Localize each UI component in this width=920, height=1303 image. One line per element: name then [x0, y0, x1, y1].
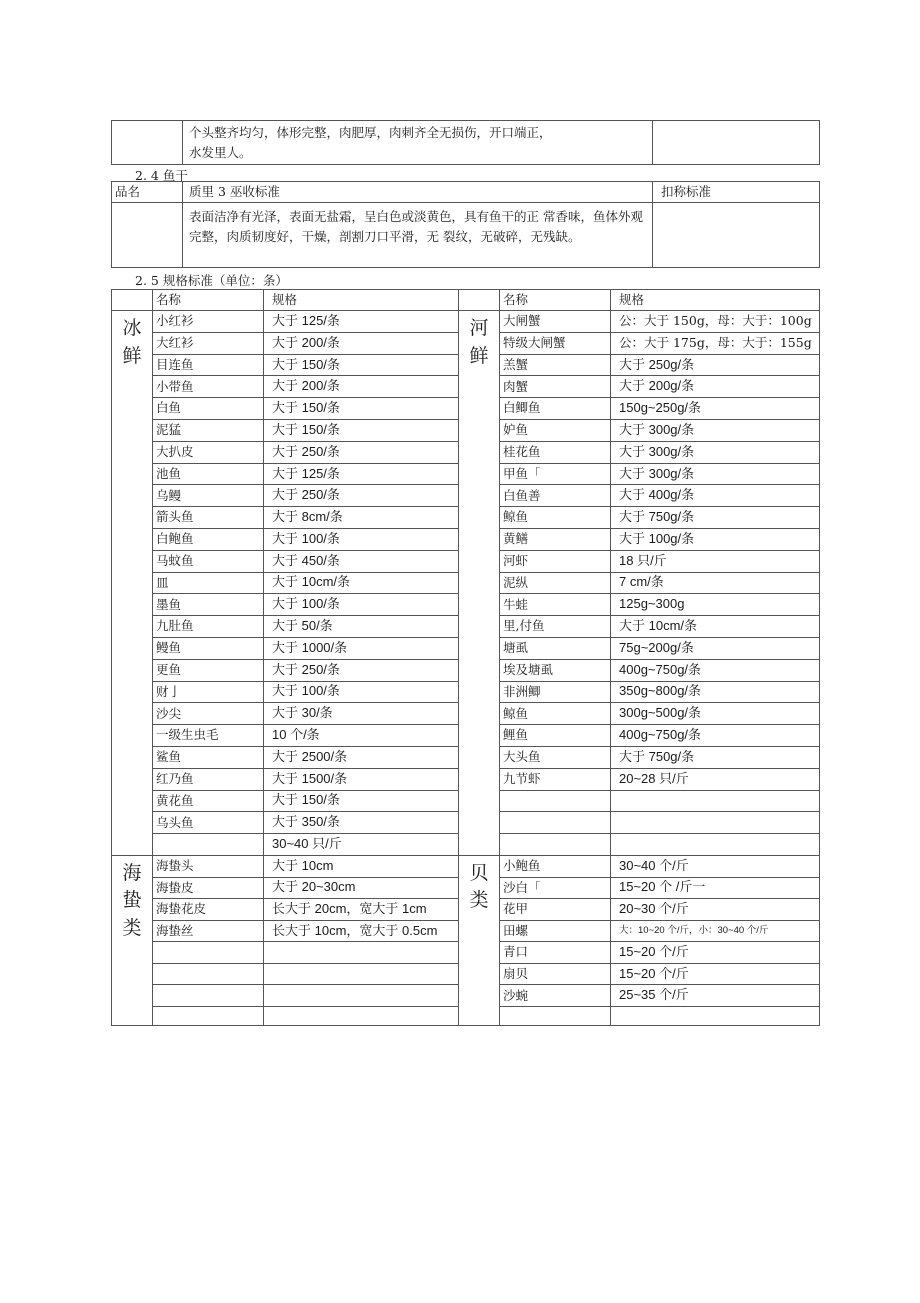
- category-haizhe: [112, 855, 153, 1025]
- fish-spec: 400g~750g/条: [611, 725, 820, 747]
- fish-spec: 大于 250/条: [264, 485, 459, 507]
- fish-spec: 大于 250/条: [264, 441, 459, 463]
- fish-name: 小红衫: [153, 311, 264, 333]
- category-haizhe-char: 海: [122, 861, 142, 884]
- category-beilei-char: 类: [469, 889, 489, 912]
- dried-fish-deduct-cell: [653, 203, 820, 268]
- fish-spec: 大于 125/条: [264, 311, 459, 333]
- spec-header-blank-left: [112, 290, 153, 311]
- fish-name: 泥纵: [500, 572, 611, 594]
- fish-spec: 20~28 只/斤: [611, 768, 820, 790]
- fish-spec: 大于 750g/条: [611, 746, 820, 768]
- fish-name: 田螺: [500, 920, 611, 942]
- fish-spec: [611, 834, 820, 856]
- fish-spec: 大：10~20 个/斤，小：30~40 个/斤: [611, 920, 820, 942]
- fish-spec: 大于 150/条: [264, 790, 459, 812]
- fish-spec: [264, 985, 459, 1007]
- top-table-text-cell: [183, 121, 653, 165]
- dried-fish-name-cell: [112, 203, 183, 268]
- fish-name: 白鲍鱼: [153, 528, 264, 550]
- fish-spec: 公：大于 175g，母：大于：155g: [611, 332, 820, 354]
- fish-spec: 大于 10cm/条: [264, 572, 459, 594]
- fish-spec: 大于 2500/条: [264, 746, 459, 768]
- dried-fish-header-deduct: 扣称标准: [653, 182, 820, 203]
- fish-spec: 大于 20~30cm: [264, 877, 459, 899]
- fish-name: 特级大闸蟹: [500, 332, 611, 354]
- fish-spec: [611, 790, 820, 812]
- fish-name: 里,付鱼: [500, 616, 611, 638]
- fish-spec: 公：大于 150g，母：大于：100g: [611, 311, 820, 333]
- fish-spec: 大于 200g/条: [611, 376, 820, 398]
- fish-name: 马蚊鱼: [153, 550, 264, 572]
- spec-header-spec-left: 规格: [264, 290, 459, 311]
- fish-spec: 大于 400g/条: [611, 485, 820, 507]
- fish-spec: 大于 150/条: [264, 354, 459, 376]
- fish-name: 乌鳗: [153, 485, 264, 507]
- fish-name: 大红衫: [153, 332, 264, 354]
- fish-spec: 400g~750g/条: [611, 659, 820, 681]
- fish-spec: [611, 1007, 820, 1026]
- fish-spec: 15~20 个/斤: [611, 963, 820, 985]
- fish-name: [153, 834, 264, 856]
- fish-spec: 大于 30/条: [264, 703, 459, 725]
- dried-fish-header-quality: 质里 3 巫收标准: [183, 182, 653, 203]
- fish-spec: 30~40 个/斤: [611, 855, 820, 877]
- category-bingxian: [112, 311, 153, 856]
- fish-name: 乌头鱼: [153, 812, 264, 834]
- fish-spec: 30~40 只/斤: [264, 834, 459, 856]
- fish-spec: 125g~300g: [611, 594, 820, 616]
- fish-name: [500, 1007, 611, 1026]
- category-haizhe-char: 类: [122, 917, 142, 940]
- fish-name: 红乃鱼: [153, 768, 264, 790]
- fish-name: 鲸鱼: [500, 507, 611, 529]
- fish-spec: 25~35 个/斤: [611, 985, 820, 1007]
- fish-name: [153, 985, 264, 1007]
- fish-name: 非洲鲫: [500, 681, 611, 703]
- fish-name: 牛蛙: [500, 594, 611, 616]
- spec-header-name-left: 名称: [153, 290, 264, 311]
- fish-name: 青口: [500, 942, 611, 964]
- fish-spec: 大于 750g/条: [611, 507, 820, 529]
- fish-name: 肉蟹: [500, 376, 611, 398]
- fish-spec: 大于 10cm: [264, 855, 459, 877]
- fish-name: 箭头鱼: [153, 507, 264, 529]
- fish-name: [500, 834, 611, 856]
- fish-spec: 大于 200/条: [264, 376, 459, 398]
- fish-spec: 大于 100/条: [264, 594, 459, 616]
- fish-name: [153, 1007, 264, 1026]
- fish-name: 泥猛: [153, 419, 264, 441]
- fish-spec: 大于 100/条: [264, 528, 459, 550]
- fish-spec: 10 个/条: [264, 725, 459, 747]
- fish-spec: 大于 1500/条: [264, 768, 459, 790]
- section-2-5-title: 2. 5 规格标准（单位：条）: [135, 273, 288, 288]
- fish-spec: 15~20 个 /斤一: [611, 877, 820, 899]
- category-hexian-char: 河: [469, 317, 489, 339]
- fish-name: 沙蜿: [500, 985, 611, 1007]
- fish-spec: 18 只/斤: [611, 550, 820, 572]
- fish-name: 白鱼: [153, 398, 264, 420]
- spec-header-name-right: 名称: [500, 290, 611, 311]
- fish-name: 甲鱼「: [500, 463, 611, 485]
- dried-fish-quality-text: 表面洁净有光泽，表面无盐霜，呈白色或淡黄色，具有鱼干的正 常香味，鱼体外观完整，肉质韧度好，干燥，剖割刀口平滑，无 裂纹，无破碎，无残缺。: [183, 203, 653, 268]
- fish-spec: 大于 50/条: [264, 616, 459, 638]
- fish-spec: 大于 125/条: [264, 463, 459, 485]
- section-2-4-title: 2. 4 鱼干: [135, 168, 188, 183]
- fish-spec: [611, 812, 820, 834]
- fish-name: 沙尖: [153, 703, 264, 725]
- fish-spec: [264, 1007, 459, 1026]
- fish-spec: 大于 10cm/条: [611, 616, 820, 638]
- fish-name: 墨鱼: [153, 594, 264, 616]
- fish-name: 大扒皮: [153, 441, 264, 463]
- fish-name: 桂花鱼: [500, 441, 611, 463]
- fish-spec: 大于 100/条: [264, 681, 459, 703]
- fish-spec: 7 cm/条: [611, 572, 820, 594]
- fish-name: 池鱼: [153, 463, 264, 485]
- fish-name: 目连鱼: [153, 354, 264, 376]
- fish-spec: [264, 963, 459, 985]
- category-hexian: [459, 311, 500, 856]
- top-table: [111, 120, 820, 165]
- fish-spec: 150g~250g/条: [611, 398, 820, 420]
- fish-name: 一级生虫毛: [153, 725, 264, 747]
- fish-spec: 大于 100g/条: [611, 528, 820, 550]
- fish-spec: 大于 250/条: [264, 659, 459, 681]
- fish-name: 鲤鱼: [500, 725, 611, 747]
- fish-spec: 大于 350/条: [264, 812, 459, 834]
- category-beilei-char: 贝: [469, 861, 489, 884]
- dried-fish-header-name: 品名: [112, 182, 183, 203]
- fish-name: 鲨鱼: [153, 746, 264, 768]
- fish-spec: 大于 8cm/条: [264, 507, 459, 529]
- fish-name: [500, 790, 611, 812]
- fish-name: 大闸蟹: [500, 311, 611, 333]
- fish-name: 海蛰头: [153, 855, 264, 877]
- fish-name: 白鲫鱼: [500, 398, 611, 420]
- fish-spec: 300g~500g/条: [611, 703, 820, 725]
- fish-name: 大头鱼: [500, 746, 611, 768]
- fish-name: 小鲍鱼: [500, 855, 611, 877]
- fish-name: [500, 812, 611, 834]
- fish-name: 妒鱼: [500, 419, 611, 441]
- fish-name: 鲸鱼: [500, 703, 611, 725]
- fish-name: 羔蟹: [500, 354, 611, 376]
- fish-name: 更鱼: [153, 659, 264, 681]
- fish-name: 白鱼善: [500, 485, 611, 507]
- fish-name: 海蛰皮: [153, 877, 264, 899]
- fish-name: 海蛰花皮: [153, 899, 264, 921]
- fish-spec: 20~30 个/斤: [611, 899, 820, 921]
- fish-spec: 大于 1000/条: [264, 637, 459, 659]
- fish-spec: 长大于 20cm，宽大于 1cm: [264, 899, 459, 921]
- fish-name: 财亅: [153, 681, 264, 703]
- fish-name: 扇贝: [500, 963, 611, 985]
- fish-name: 九肚鱼: [153, 616, 264, 638]
- top-table-name-cell: [112, 121, 183, 165]
- spec-table: [111, 289, 820, 1026]
- fish-spec: 大于 250g/条: [611, 354, 820, 376]
- fish-name: 沙白「: [500, 877, 611, 899]
- fish-spec: 长大于 10cm，宽大于 0.5cm: [264, 920, 459, 942]
- category-beilei: [459, 855, 500, 1025]
- fish-spec: 350g~800g/条: [611, 681, 820, 703]
- fish-name: 九节虾: [500, 768, 611, 790]
- fish-spec: 大于 300g/条: [611, 441, 820, 463]
- fish-name: 花甲: [500, 899, 611, 921]
- fish-spec: 大于 300g/条: [611, 463, 820, 485]
- fish-spec: 15~20 个/斤: [611, 942, 820, 964]
- top-table-deduct-cell: [653, 121, 820, 165]
- fish-name: [153, 942, 264, 964]
- fish-spec: 大于 150/条: [264, 419, 459, 441]
- top-table-text-line1: 个头整齐均匀，体形完整，肉肥厚，肉刺齐全无损伤，开口端正，: [189, 124, 552, 140]
- category-bingxian-char: 冰: [122, 317, 142, 339]
- fish-spec: 大于 200/条: [264, 332, 459, 354]
- fish-spec: 大于 450/条: [264, 550, 459, 572]
- fish-name: 塘虱: [500, 637, 611, 659]
- category-bingxian-char: 鲜: [122, 344, 142, 367]
- fish-name: 皿: [153, 572, 264, 594]
- fish-name: 小带鱼: [153, 376, 264, 398]
- fish-spec: 大于 300g/条: [611, 419, 820, 441]
- fish-name: 黄鳝: [500, 528, 611, 550]
- top-table-text-line2: 水发里人。: [189, 144, 252, 160]
- fish-spec: 75g~200g/条: [611, 637, 820, 659]
- fish-name: 海蛰丝: [153, 920, 264, 942]
- spec-header-spec-right: 规格: [611, 290, 820, 311]
- fish-spec: 大于 150/条: [264, 398, 459, 420]
- category-haizhe-char: 蛰: [122, 889, 142, 912]
- fish-spec: [264, 942, 459, 964]
- fish-name: 黄花鱼: [153, 790, 264, 812]
- spec-header-blank-right: [459, 290, 500, 311]
- dried-fish-table: [111, 181, 820, 268]
- fish-name: 鳗鱼: [153, 637, 264, 659]
- fish-name: 河虾: [500, 550, 611, 572]
- fish-name: 埃及塘虱: [500, 659, 611, 681]
- fish-name: [153, 963, 264, 985]
- category-hexian-char: 鲜: [469, 344, 489, 367]
